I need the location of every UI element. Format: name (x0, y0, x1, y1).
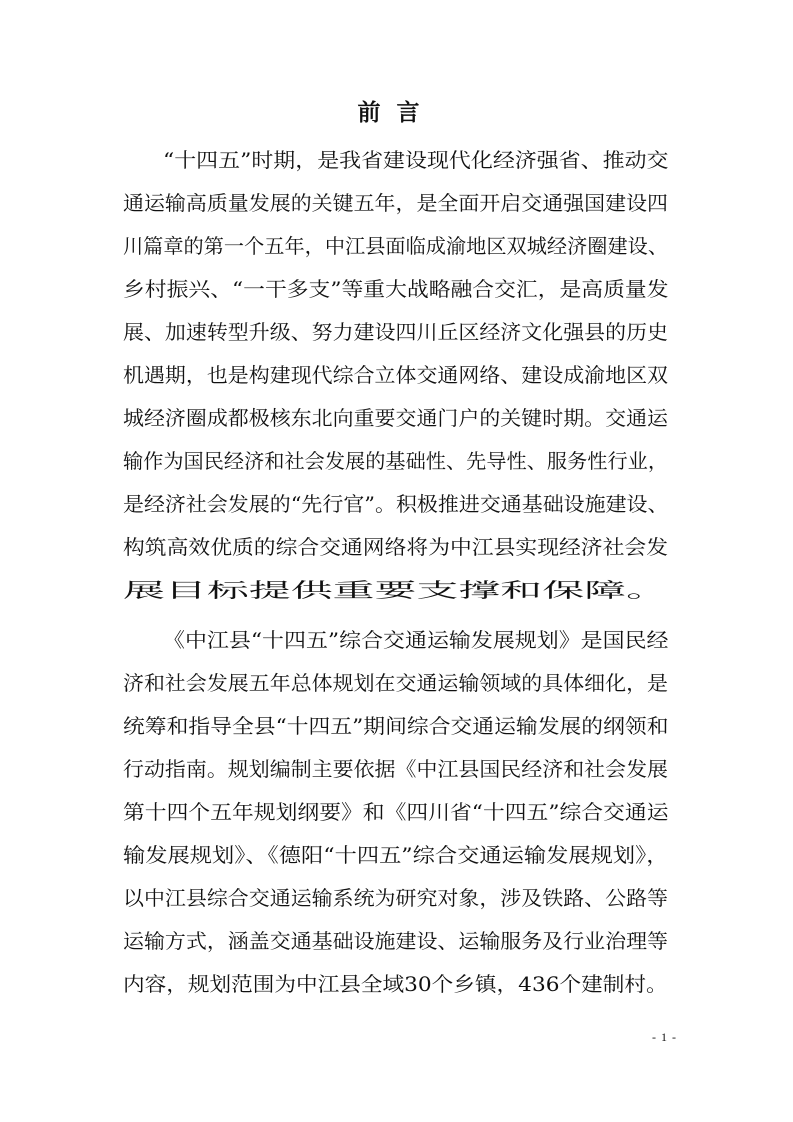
paragraph-line: 第十四个五年规划纲要》和《四川省“十四五”综合交通运 (123, 800, 669, 824)
paragraph-line: 川篇章的第一个五年，中江县面临成渝地区双城经济圈建设、 (123, 234, 668, 258)
paragraph-line: 展目标提供重要支撑和保障。 (123, 578, 668, 602)
page-number: - 1 - (652, 1030, 677, 1044)
paragraph-line: 机遇期，也是构建现代综合立体交通网络、建设成渝地区双 (123, 363, 668, 387)
paragraph-line: 行动指南。规划编制主要依据《中江县国民经济和社会发展 (123, 757, 668, 781)
paragraph-line: 以中江县综合交通运输系统为研究对象，涉及铁路、公路等 (123, 886, 668, 910)
paragraph-line: 统筹和指导全县“十四五”期间综合交通运输发展的纲领和 (123, 714, 669, 738)
paragraph-line: 内容，规划范围为中江县全域30个乡镇，436个建制村。 (123, 972, 668, 996)
paragraph-line: 《中江县“十四五”综合交通运输发展规划》是国民经 (163, 628, 669, 652)
page-title: 前言 (357, 99, 436, 126)
paragraph-line: 构筑高效优质的综合交通网络将为中江县实现经济社会发 (123, 535, 668, 559)
paragraph-line: 城经济圈成都极核东北向重要交通门户的关键时期。交通运 (123, 406, 668, 430)
paragraph-line: 输作为国民经济和社会发展的基础性、先导性、服务性行业， (123, 449, 668, 473)
paragraph-line: 是经济社会发展的“先行官”。积极推进交通基础设施建设、 (123, 492, 669, 516)
paragraph-line: 运输方式，涵盖交通基础设施建设、运输服务及行业治理等 (123, 929, 668, 953)
paragraph-line: 乡村振兴、“一干多支”等重大战略融合交汇，是高质量发 (123, 277, 669, 301)
paragraph-line: 通运输高质量发展的关键五年，是全面开启交通强国建设四 (123, 191, 668, 215)
paragraph-line: 济和社会发展五年总体规划在交通运输领域的具体细化，是 (123, 671, 668, 695)
paragraph-line: “十四五”时期，是我省建设现代化经济强省、推动交 (163, 148, 669, 172)
paragraph-line: 输发展规划》、《德阳“十四五”综合交通运输发展规划》， (123, 843, 669, 867)
paragraph-line: 展、加速转型升级、努力建设四川丘区经济文化强县的历史 (123, 320, 668, 344)
